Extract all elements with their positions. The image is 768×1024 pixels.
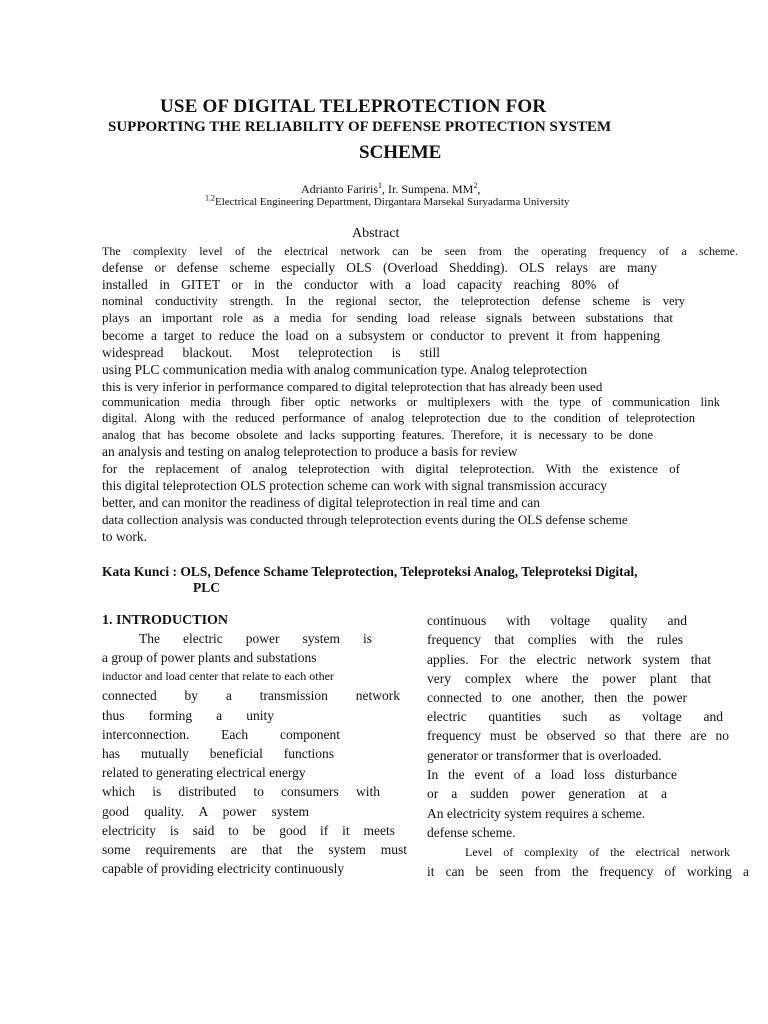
intro-left-line: thus forming a unity [102,708,274,723]
abstract-line: data collection analysis was conducted through teleprotection events during the OLS defense scheme [102,512,628,527]
intro-left-line: some requirements are that the system must [102,842,407,857]
paper-title-line-2: SUPPORTING THE RELIABILITY OF DEFENSE PROTECTION SYSTEM [108,119,612,135]
intro-right-line: continuous with voltage quality and [427,613,687,628]
intro-left-line: good quality. A power system [102,804,309,819]
intro-right-line: An electricity system requires a scheme. [427,806,646,821]
intro-right-line: frequency that complies with the rules [427,632,683,647]
author-line [301,182,480,197]
keywords-line-1: Kata Kunci : OLS, Defence Schame Teleprotection, Teleproteksi Analog, Teleproteksi Digital, [102,564,638,579]
abstract-line: better, and can monitor the readiness of digital teleprotection in real time and can [102,495,541,510]
author-1: Adrianto Fariris [301,182,378,196]
abstract-line: for the replacement of analog teleprotection with digital teleprotection. With the existence of [102,461,680,476]
intro-right-line: or a sudden power generation at a [427,786,667,801]
affiliation-line [205,193,570,208]
abstract-line: become a target to reduce the load on a subsystem or conductor to prevent it from happening [102,328,660,343]
intro-right-line: very complex where the power plant that [427,671,711,686]
affiliation-sup: 1,2 [205,193,215,203]
intro-right-line: In the event of a load loss disturbance [427,767,677,782]
abstract-line: The complexity level of the electrical network can be seen from the operating frequency of a scheme. [102,244,738,258]
intro-left-line: related to generating electrical energy [102,765,306,780]
intro-left-line: connected by a transmission network [102,688,400,703]
intro-right-line: it can be seen from the frequency of working a [427,864,749,879]
intro-left-line: which is distributed to consumers with [102,784,380,799]
intro-left-line: The electric power system is [139,631,372,646]
intro-left-line: capable of providing electricity continuously [102,861,345,876]
intro-left-line: has mutually beneficial functions [102,746,334,761]
intro-left-line: electricity is said to be good if it meets [102,823,395,838]
abstract-line: to work. [102,529,147,544]
abstract-line: this digital teleprotection OLS protection scheme can work with signal transmission accuracy [102,478,607,493]
abstract-line: an analysis and testing on analog teleprotection to produce a basis for review [102,444,518,459]
intro-right-line: frequency must be observed so that there are no [427,728,729,743]
author-2: , Ir. Sumpena. MM [382,182,474,196]
abstract-line: widespread blackout. Most teleprotection is still [102,345,440,360]
intro-right-line: electric quantities such as voltage and [427,709,723,724]
keywords-line-2: PLC [193,580,220,595]
abstract-line: installed in GITET or in the conductor with a load capacity reaching 80% of [102,277,619,292]
abstract-line: plays an important role as a media for sending load release signals between substations that [102,310,673,325]
abstract-line: digital. Along with the reduced performance of analog teleprotection due to the condition of teleprotection [102,411,695,425]
abstract-line: nominal conductivity strength. In the regional sector, the teleprotection defense scheme is very [102,294,685,308]
section-heading-introduction: 1. INTRODUCTION [102,613,229,628]
intro-right-line: connected to one another, then the power [427,690,687,705]
author-tail: , [477,182,481,196]
intro-left-line: a group of power plants and substations [102,650,317,665]
abstract-line: using PLC communication media with analog communication type. Analog teleprotection [102,362,588,377]
intro-right-line: defense scheme. [427,825,516,840]
paper-title-line-3: SCHEME [359,142,442,163]
intro-right-line: Level of complexity of the electrical network [465,845,730,859]
abstract-line: analog that has become obsolete and lacks supporting features. Therefore, it is necessary to be done [102,428,653,442]
author-2-sup: 2 [473,181,478,190]
author-1-sup: 1 [378,181,382,190]
intro-right-line: generator or transformer that is overloaded. [427,748,662,763]
intro-left-line: interconnection. Each component [102,727,340,742]
abstract-heading: Abstract [352,226,400,241]
abstract-line: this is very inferior in performance compared to digital teleprotection that has already been used [102,379,603,394]
intro-left-line: inductor and load center that relate to each other [102,669,334,683]
abstract-line: communication media through fiber optic networks or multiplexers with the type of communication link [102,395,720,409]
paper-title-line-1: USE OF DIGITAL TELEPROTECTION FOR [160,96,547,117]
affiliation: Electrical Engineering Department, Dirgantara Marsekal Suryadarma University [215,196,570,208]
intro-right-line: applies. For the electric network system that [427,652,711,667]
abstract-line: defense or defense scheme especially OLS (Overload Shedding). OLS relays are many [102,260,657,275]
